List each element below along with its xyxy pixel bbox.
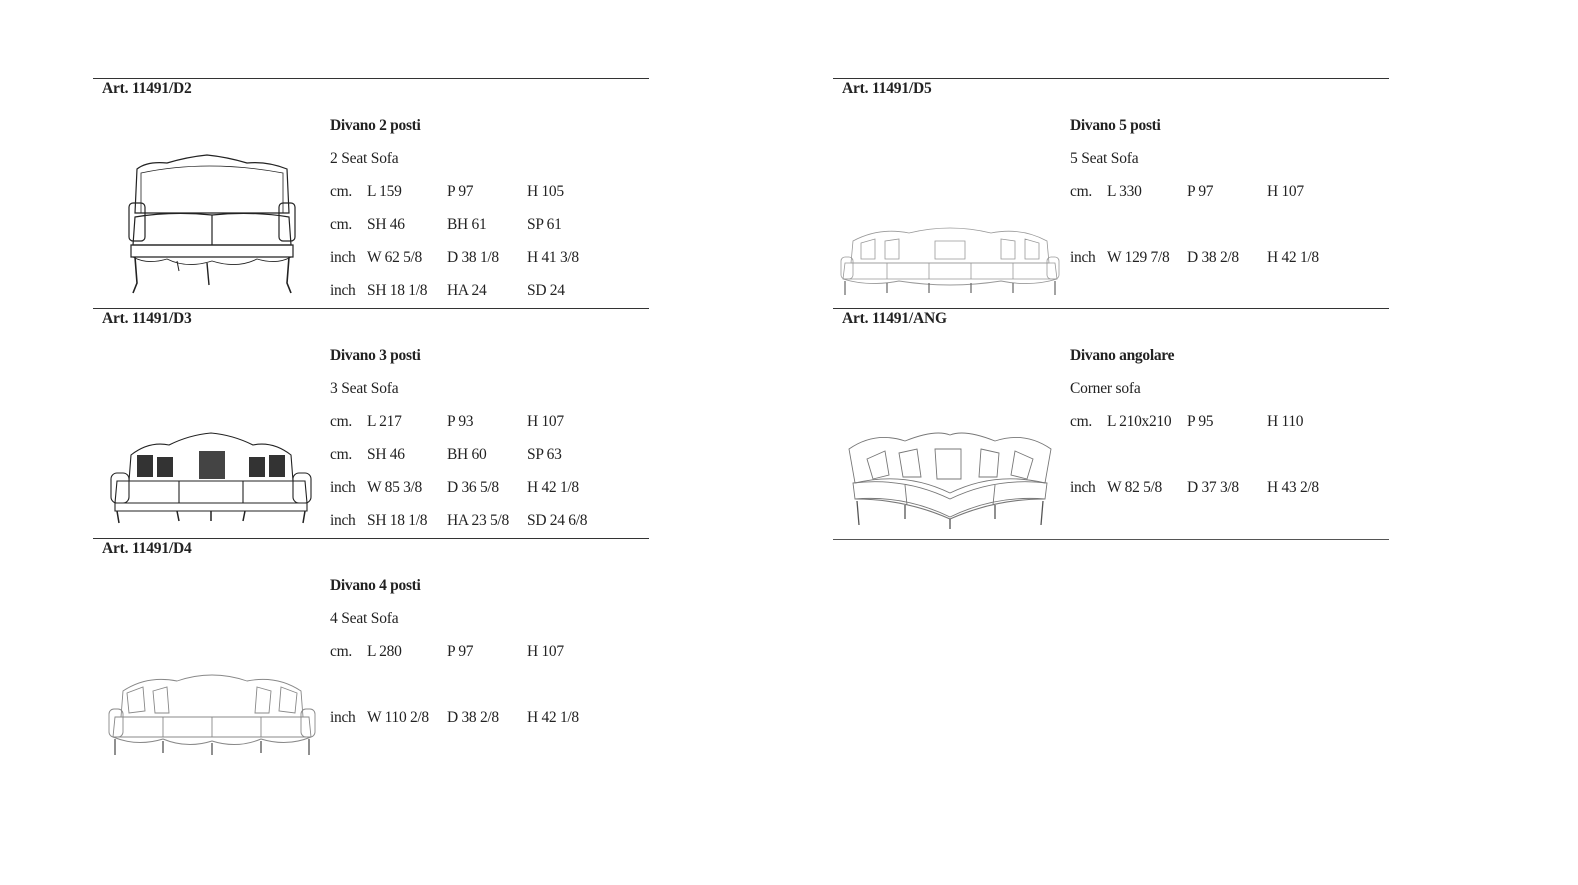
unit: inch — [330, 479, 356, 496]
article-code: Art. 11491/D4 — [102, 540, 192, 557]
dimension-value: H 105 — [527, 183, 564, 200]
sofa-4-seat-drawing-icon — [107, 669, 317, 759]
dimension-value: P 95 — [1187, 413, 1214, 430]
product-block-d4 — [93, 538, 649, 769]
dimension-value: SH 18 1/8 — [367, 512, 428, 529]
dimension-value: BH 61 — [447, 216, 487, 233]
dimension-value: SD 24 — [527, 282, 565, 299]
dimension-value: L 330 — [1107, 183, 1142, 200]
dimension-value: H 107 — [1267, 183, 1304, 200]
dimension-value: D 36 5/8 — [447, 479, 499, 496]
unit: cm. — [330, 183, 352, 200]
unit: cm. — [1070, 413, 1092, 430]
dimension-value: H 110 — [1267, 413, 1304, 430]
unit: cm. — [1070, 183, 1092, 200]
product-block-d2 — [93, 78, 649, 309]
product-block-ang — [833, 308, 1389, 540]
unit: cm. — [330, 643, 352, 660]
dimension-value: L 280 — [367, 643, 402, 660]
unit: inch — [330, 512, 356, 529]
article-code: Art. 11491/ANG — [842, 310, 947, 327]
dimension-value: D 38 1/8 — [447, 249, 499, 266]
dimension-value: SD 24 6/8 — [527, 512, 588, 529]
dimension-value: H 42 1/8 — [527, 479, 579, 496]
product-name-it: Divano 5 posti — [1070, 117, 1161, 134]
dimension-value: SP 61 — [527, 216, 562, 233]
unit: inch — [1070, 479, 1096, 496]
unit: cm. — [330, 216, 352, 233]
article-code: Art. 11491/D3 — [102, 310, 192, 327]
product-block-d5 — [833, 78, 1389, 309]
product-name-en: 4 Seat Sofa — [330, 610, 399, 627]
dimension-value: SH 46 — [367, 216, 405, 233]
article-code: Art. 11491/D2 — [102, 80, 192, 97]
product-name-en: 3 Seat Sofa — [330, 380, 399, 397]
dimension-value: H 42 1/8 — [527, 709, 579, 726]
unit: cm. — [330, 446, 352, 463]
dimension-value: D 38 2/8 — [447, 709, 499, 726]
product-name-it: Divano 3 posti — [330, 347, 421, 364]
product-name-en: 5 Seat Sofa — [1070, 150, 1139, 167]
dimension-value: HA 24 — [447, 282, 487, 299]
product-block-d3 — [93, 308, 649, 539]
unit: cm. — [330, 413, 352, 430]
dimension-value: H 41 3/8 — [527, 249, 579, 266]
dimension-value: L 217 — [367, 413, 402, 430]
dimension-value: D 38 2/8 — [1187, 249, 1239, 266]
dimension-value: H 43 2/8 — [1267, 479, 1319, 496]
dimension-value: P 97 — [447, 643, 474, 660]
dimension-value: W 129 7/8 — [1107, 249, 1170, 266]
dimension-value: HA 23 5/8 — [447, 512, 509, 529]
dimension-value: D 37 3/8 — [1187, 479, 1239, 496]
unit: inch — [1070, 249, 1096, 266]
dimension-value: P 97 — [1187, 183, 1214, 200]
dimension-value: W 62 5/8 — [367, 249, 423, 266]
sofa-3-seat-drawing-icon — [109, 429, 313, 527]
dimension-value: H 107 — [527, 643, 564, 660]
product-name-it: Divano 2 posti — [330, 117, 421, 134]
dimension-value: L 210x210 — [1107, 413, 1172, 430]
sofa-2-seat-drawing-icon — [127, 153, 297, 298]
dimension-value: BH 60 — [447, 446, 487, 463]
dimension-value: SH 46 — [367, 446, 405, 463]
dimension-value: W 82 5/8 — [1107, 479, 1163, 496]
product-name-en: Corner sofa — [1070, 380, 1141, 397]
sofa-5-seat-drawing-icon — [839, 223, 1061, 297]
product-name-it: Divano 4 posti — [330, 577, 421, 594]
corner-sofa-drawing-icon — [845, 427, 1055, 531]
dimension-value: P 93 — [447, 413, 474, 430]
unit: inch — [330, 709, 356, 726]
dimension-value: W 110 2/8 — [367, 709, 429, 726]
unit: inch — [330, 249, 356, 266]
dimension-value: H 107 — [527, 413, 564, 430]
product-name-en: 2 Seat Sofa — [330, 150, 399, 167]
dimension-value: P 97 — [447, 183, 474, 200]
dimension-value: L 159 — [367, 183, 402, 200]
unit: inch — [330, 282, 356, 299]
dimension-value: H 42 1/8 — [1267, 249, 1319, 266]
product-name-it: Divano angolare — [1070, 347, 1175, 364]
dimension-value: W 85 3/8 — [367, 479, 423, 496]
dimension-value: SP 63 — [527, 446, 562, 463]
article-code: Art. 11491/D5 — [842, 80, 932, 97]
dimension-value: SH 18 1/8 — [367, 282, 428, 299]
